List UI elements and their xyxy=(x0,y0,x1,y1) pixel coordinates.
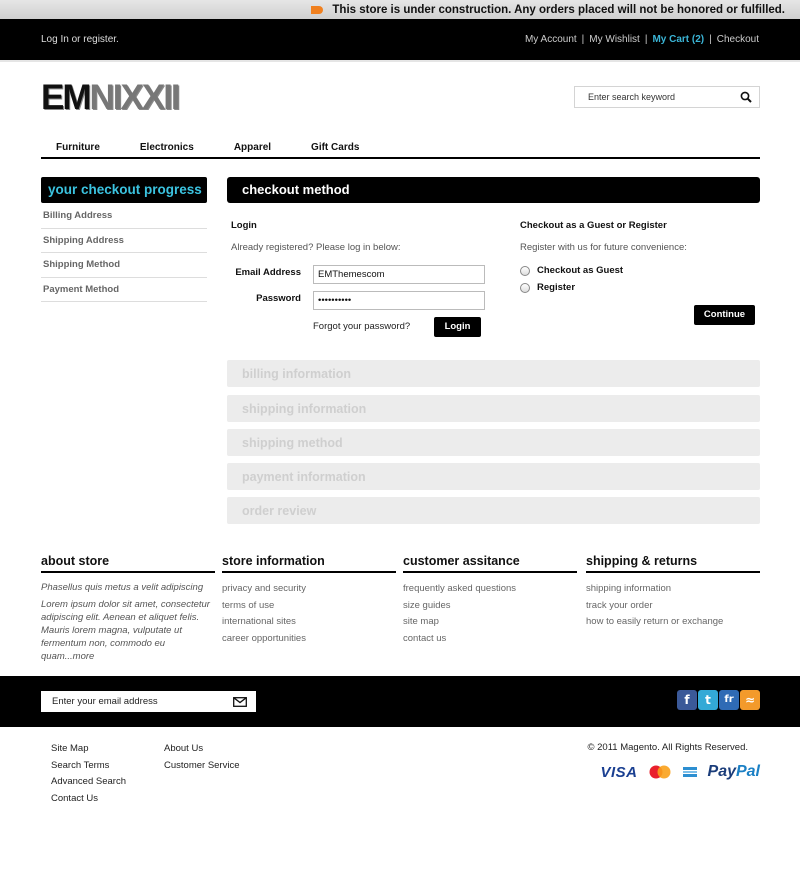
login-heading: Login xyxy=(231,220,257,231)
my-wishlist-link[interactable]: My Wishlist xyxy=(589,34,640,45)
search-box xyxy=(574,86,760,108)
radio-button[interactable] xyxy=(520,283,530,293)
about-us-link[interactable]: About Us xyxy=(164,743,204,754)
my-cart-link[interactable]: My Cart (2) xyxy=(652,34,705,45)
register-option[interactable] xyxy=(520,282,575,293)
step-billing-information: billing information xyxy=(227,360,760,387)
visa-logo: VISA xyxy=(600,763,638,781)
nav-item-furniture[interactable]: Furniture xyxy=(56,142,100,153)
flickr-icon[interactable]: fr xyxy=(719,690,739,710)
step-order-review: order review xyxy=(227,497,760,524)
checkout-as-guest-option[interactable] xyxy=(520,265,623,276)
facebook-icon[interactable]: f xyxy=(677,690,697,710)
step-payment-information: payment information xyxy=(227,463,760,490)
password-field[interactable] xyxy=(313,291,485,310)
login-button[interactable]: Login xyxy=(434,317,481,337)
footer-link[interactable]: terms of use xyxy=(222,599,275,611)
checkout-link[interactable]: Checkout xyxy=(716,34,759,45)
footer-link[interactable]: contact us xyxy=(403,632,447,644)
guest-heading: Checkout as a Guest or Register xyxy=(520,220,667,231)
login-register-link[interactable]: Log In or register. xyxy=(41,34,119,45)
separator: | xyxy=(709,34,712,45)
amex-icon xyxy=(682,765,698,779)
bottom-links-col-1 xyxy=(51,741,126,808)
footer-link[interactable]: shipping information xyxy=(586,583,672,594)
footer-heading: customer assitance xyxy=(403,554,577,573)
advanced-search-link[interactable]: Advanced Search xyxy=(51,776,126,788)
store-logo[interactable] xyxy=(41,78,179,118)
contact-us-link[interactable]: Contact Us xyxy=(51,793,98,805)
progress-item-shipping-address: Shipping Address xyxy=(41,229,207,254)
continue-button[interactable]: Continue xyxy=(694,305,755,325)
twitter-icon[interactable]: t xyxy=(698,690,718,710)
email-field[interactable] xyxy=(313,265,485,284)
footer-link[interactable]: privacy and security xyxy=(222,583,306,594)
newsletter-bar xyxy=(0,676,800,727)
step-shipping-method: shipping method xyxy=(227,429,760,456)
progress-item-payment-method: Payment Method xyxy=(41,278,207,303)
login-subtitle: Already registered? Please log in below: xyxy=(231,242,401,253)
footer-link[interactable]: site map xyxy=(403,616,439,627)
footer-link[interactable]: size guides xyxy=(403,599,451,611)
progress-item-shipping-method: Shipping Method xyxy=(41,253,207,278)
footer-heading: shipping & returns xyxy=(586,554,760,573)
footer-link[interactable]: track your order xyxy=(586,599,653,611)
nav-item-gift-cards[interactable]: Gift Cards xyxy=(311,142,360,153)
paypal-logo xyxy=(708,763,760,781)
newsletter-email-input[interactable] xyxy=(41,691,221,712)
notice-text: This store is under construction. Any orders placed will not be honored or fulfilled. xyxy=(332,3,785,16)
guest-subtitle: Register with us for future convenience: xyxy=(520,242,687,253)
separator: | xyxy=(581,34,585,45)
checkout-progress-title: your checkout progress xyxy=(41,177,207,203)
nav-item-apparel[interactable]: Apparel xyxy=(233,142,272,153)
footer-store-information xyxy=(222,554,396,647)
account-links xyxy=(525,34,759,45)
footer-link[interactable]: career opportunities xyxy=(222,632,306,644)
search-terms-link[interactable]: Search Terms xyxy=(51,759,110,771)
main-nav xyxy=(41,136,760,159)
radio-button[interactable] xyxy=(520,266,530,276)
search-icon[interactable] xyxy=(740,91,752,103)
flag-icon xyxy=(311,6,323,14)
footer-link[interactable]: how to easily return or exchange xyxy=(586,616,724,627)
logo-part-dark: EM xyxy=(41,78,90,117)
step-shipping-information: shipping information xyxy=(227,395,760,422)
progress-item-billing-address: Billing Address xyxy=(41,204,207,229)
copyright: © 2011 Magento. All Rights Reserved. xyxy=(587,742,748,753)
paypal-logo-part: Pal xyxy=(735,763,760,780)
footer-link[interactable]: international sites xyxy=(222,616,296,627)
checkout-as-guest-label: Checkout as Guest xyxy=(537,265,624,276)
nav-item-electronics[interactable]: Electronics xyxy=(139,142,194,153)
footer-shipping-returns xyxy=(586,554,760,631)
footer-about-store xyxy=(41,554,215,663)
newsletter-box xyxy=(41,691,256,712)
top-bar xyxy=(0,19,800,62)
footer-heading: store information xyxy=(222,554,396,573)
my-account-link[interactable]: My Account xyxy=(524,34,577,45)
rss-icon[interactable]: ≈ xyxy=(740,690,760,710)
site-map-link[interactable]: Site Map xyxy=(51,743,89,754)
footer-heading: about store xyxy=(41,554,215,573)
email-label: Email Address xyxy=(235,267,301,278)
checkout-progress-list xyxy=(41,204,207,302)
about-text: Lorem ipsum dolor sit amet, consectetur adipiscing elit. Aenean et aliquet felis. Mauris lorem magna, vulputate ut fermentum non, commodo eu quam...more xyxy=(41,599,210,662)
customer-service-link[interactable]: Customer Service xyxy=(164,759,240,771)
mastercard-icon xyxy=(648,765,672,779)
forgot-password-link[interactable]: Forgot your password? xyxy=(313,321,411,332)
about-tagline: Phasellus quis metus a velit adipiscing xyxy=(41,582,204,593)
footer-customer-assistance xyxy=(403,554,577,647)
logo-part-light: NIXXII xyxy=(89,78,179,117)
register-label: Register xyxy=(537,282,576,293)
separator: | xyxy=(644,34,648,45)
bottom-links-col-2 xyxy=(164,741,240,774)
search-input[interactable] xyxy=(575,87,725,107)
construction-notice xyxy=(0,0,800,19)
footer-link[interactable]: frequently asked questions xyxy=(403,583,517,594)
mail-icon[interactable] xyxy=(233,697,247,707)
paypal-logo-part: Pay xyxy=(707,763,736,780)
social-icons xyxy=(677,690,760,710)
payment-methods xyxy=(601,763,761,781)
checkout-method-title[interactable]: checkout method xyxy=(227,177,760,203)
password-label: Password xyxy=(256,293,301,304)
